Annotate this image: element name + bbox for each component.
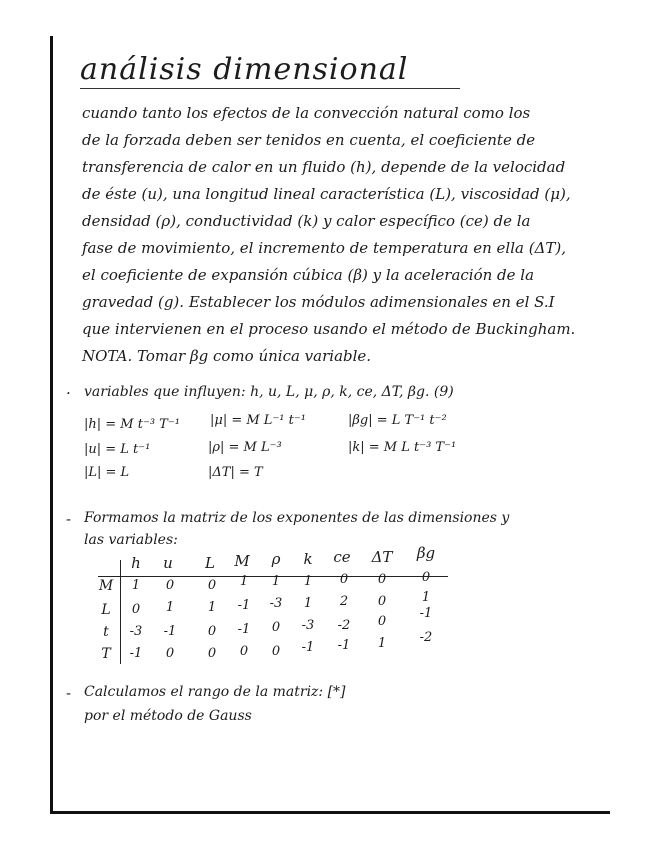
matrix-cell: 1 [165, 600, 175, 615]
statement-line: densidad (ρ), conductividad (k) y calor específico (ce) de la [82, 212, 531, 230]
matrix-header: M [234, 552, 250, 570]
matrix-header: ce [333, 548, 351, 566]
matrix-row-label: T [101, 646, 111, 662]
matrix-cell: 0 [165, 646, 175, 661]
matrix-cell: -2 [419, 630, 433, 645]
problem-statement [82, 100, 592, 370]
page-bottom-border [50, 811, 610, 814]
bullet-dash: - [66, 510, 72, 528]
matrix-header: k [303, 550, 313, 568]
matrix-cell: -1 [237, 622, 251, 637]
matrix-cell: -1 [301, 640, 315, 655]
matrix-cell: 0 [271, 620, 281, 635]
dim-bg: |βg| = L T⁻¹ t⁻² [348, 413, 447, 428]
matrix-cell: -3 [129, 624, 143, 639]
rank-line: Calculamos el rango de la matriz: [*] [84, 684, 346, 700]
matrix-cell: 0 [165, 578, 175, 593]
matrix-cell: 0 [207, 646, 217, 661]
matrix-cell: -1 [337, 638, 351, 653]
bullet-dash: - [66, 684, 72, 702]
dim-dT: |ΔT| = T [208, 465, 263, 480]
statement-line: de la forzada deben ser tenidos en cuenta, el coeficiente de [82, 131, 536, 149]
statement-line: cuando tanto los efectos de la convección natural como los [82, 104, 531, 122]
page-left-border [50, 36, 53, 814]
matrix-cell: 1 [207, 600, 217, 615]
matrix-cell: 1 [421, 590, 431, 605]
matrix-cell: 1 [303, 596, 313, 611]
statement-line: el coeficiente de expansión cúbica (β) y la aceleración de la [82, 266, 535, 284]
gauss-line: por el método de Gauss [84, 708, 252, 724]
bullet-dot: · [66, 384, 71, 402]
page-title: análisis dimensional [80, 52, 409, 87]
matrix-cell: 1 [377, 636, 387, 651]
matrix-cell: -3 [301, 618, 315, 633]
matrix-cell: 1 [271, 574, 281, 589]
matrix-cell: -1 [419, 606, 433, 621]
statement-line: transferencia de calor en un fluido (h), depende de la velocidad [82, 158, 566, 176]
matrix-cell: 1 [239, 574, 249, 589]
matrix-cell: -2 [337, 618, 351, 633]
matrix-row-label: t [103, 624, 109, 640]
matrix-cell: 0 [377, 594, 387, 609]
matrix-header: u [163, 554, 173, 572]
title-underline [80, 88, 460, 89]
matrix-cell: 0 [271, 644, 281, 659]
matrix-cell: 1 [303, 574, 313, 589]
matrix-intro: Formamos la matriz de los exponentes de las dimensiones y [84, 510, 510, 526]
matrix-cell: 0 [131, 602, 141, 617]
statement-line: de éste (u), una longitud lineal característica (L), viscosidad (μ), [82, 185, 571, 203]
matrix-intro-continued: las variables: [84, 532, 178, 548]
matrix-cell: 1 [131, 578, 141, 593]
matrix-cell: -1 [129, 646, 143, 661]
matrix-cell: 2 [339, 594, 349, 609]
statement-line: que intervienen en el proceso usando el método de Buckingham. [82, 320, 576, 338]
matrix-cell: 0 [377, 614, 387, 629]
matrix-cell: 0 [377, 572, 387, 587]
matrix-cell: -1 [237, 598, 251, 613]
matrix-header: ρ [271, 550, 281, 568]
matrix-cell: 0 [207, 624, 217, 639]
statement-line: gravedad (g). Establecer los módulos adimensionales en el S.I [82, 293, 555, 311]
matrix-row-label: M [98, 578, 114, 594]
matrix-cell: 0 [207, 578, 217, 593]
dim-k: |k| = M L t⁻³ T⁻¹ [348, 440, 457, 455]
dim-h: |h| = M t⁻³ T⁻¹ [84, 417, 180, 432]
matrix-cell: -3 [269, 596, 283, 611]
variables-line: variables que influyen: h, u, L, μ, ρ, k, ce, ΔT, βg. (9) [84, 384, 454, 400]
dim-u: |u| = L t⁻¹ [84, 442, 151, 457]
dim-rho: |ρ| = M L⁻³ [208, 440, 282, 455]
statement-line: NOTA. Tomar βg como única variable. [82, 347, 372, 365]
statement-line: fase de movimiento, el incremento de temperatura en ella (ΔT), [82, 239, 567, 257]
matrix-header: h [131, 554, 141, 572]
dim-mu: |μ| = M L⁻¹ t⁻¹ [210, 413, 306, 428]
matrix-cell: 0 [239, 644, 249, 659]
matrix-header: ΔT [371, 548, 393, 566]
matrix-header: βg [416, 544, 436, 562]
dim-L: |L| = L [84, 465, 130, 480]
matrix-row-rule [120, 560, 121, 664]
matrix-cell: -1 [163, 624, 177, 639]
matrix-cell: 0 [421, 570, 431, 585]
matrix-header: L [205, 554, 215, 572]
matrix-cell: 0 [339, 572, 349, 587]
matrix-row-label: L [101, 602, 111, 618]
